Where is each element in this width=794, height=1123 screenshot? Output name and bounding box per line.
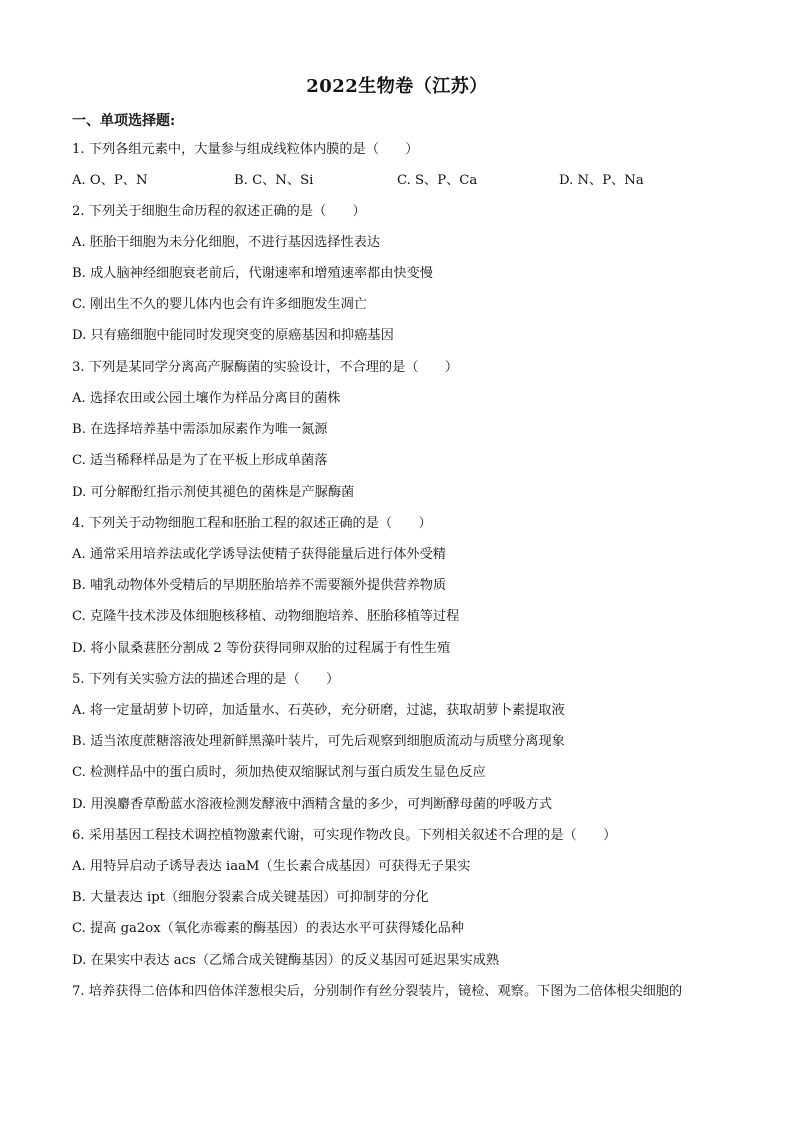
section-heading: 一、单项选择题: xyxy=(72,113,176,129)
q1-option-d: D. N、P、Na xyxy=(559,173,644,188)
question-7-stem: 7. 培养获得二倍体和四倍体洋葱根尖后，分别制作有丝分裂装片，镜检、观察。下图为二倍体根尖细胞的 xyxy=(72,984,683,999)
q2-option-d: D. 只有癌细胞中能同时发现突变的原癌基因和抑癌基因 xyxy=(72,328,394,343)
q5-option-a: A. 将一定量胡萝卜切碎，加适量水、石英砂，充分研磨，过滤，获取胡萝卜素提取液 xyxy=(72,703,565,718)
q1-option-b: B. C、N、Si xyxy=(234,173,314,188)
q5-option-d: D. 用溴麝香草酚蓝水溶液检测发酵液中酒精含量的多少，可判断酵母菌的呼吸方式 xyxy=(72,797,553,812)
question-2-stem: 2. 下列关于细胞生命历程的叙述正确的是（ ） xyxy=(72,204,366,219)
q4-option-c: C. 克隆牛技术涉及体细胞核移植、动物细胞培养、胚胎移植等过程 xyxy=(72,609,460,624)
page-title: 2022生物卷（江苏） xyxy=(306,76,488,97)
q4-option-b: B. 哺乳动物体外受精后的早期胚胎培养不需要额外提供营养物质 xyxy=(72,578,447,593)
q1-option-c: C. S、P、Ca xyxy=(397,173,478,188)
q4-option-a: A. 通常采用培养法或化学诱导法使精子获得能量后进行体外受精 xyxy=(72,547,446,562)
q6-option-d: D. 在果实中表达 acs（乙烯合成关键酶基因）的反义基因可延迟果实成熟 xyxy=(72,953,500,968)
q3-option-a: A. 选择农田或公园土壤作为样品分离目的菌株 xyxy=(72,391,341,406)
q6-option-b: B. 大量表达 ipt（细胞分裂素合成关键基因）可抑制芽的分化 xyxy=(72,890,429,905)
question-3-stem: 3. 下列是某同学分离高产脲酶菌的实验设计，不合理的是（ ） xyxy=(72,360,459,375)
q3-option-b: B. 在选择培养基中需添加尿素作为唯一氮源 xyxy=(72,422,328,437)
question-4-stem: 4. 下列关于动物细胞工程和胚胎工程的叙述正确的是（ ） xyxy=(72,516,432,531)
q6-option-c: C. 提高 ga2ox（氧化赤霉素的酶基因）的表达水平可获得矮化品种 xyxy=(72,921,464,936)
q4-option-d: D. 将小鼠桑葚胚分割成 2 等份获得同卵双胎的过程属于有性生殖 xyxy=(72,641,451,656)
question-6-stem: 6. 采用基因工程技术调控植物激素代谢，可实现作物改良。下列相关叙述不合理的是（ ） xyxy=(72,828,617,843)
q3-option-d: D. 可分解酚红指示剂使其褪色的菌株是产脲酶菌 xyxy=(72,485,355,500)
q2-option-c: C. 刚出生不久的婴儿体内也会有许多细胞发生凋亡 xyxy=(72,297,367,312)
q1-option-a: A. O、P、N xyxy=(72,173,148,188)
q6-option-a: A. 用特异启动子诱导表达 iaaM（生长素合成基因）可获得无子果实 xyxy=(72,859,471,874)
q5-option-b: B. 适当浓度蔗糖溶液处理新鲜黑藻叶装片，可先后观察到细胞质流动与质壁分离现象 xyxy=(72,734,565,749)
q5-option-c: C. 检测样品中的蛋白质时，须加热使双缩脲试剂与蛋白质发生显色反应 xyxy=(72,765,486,780)
q2-option-a: A. 胚胎干细胞为未分化细胞，不进行基因选择性表达 xyxy=(72,235,381,250)
question-1-stem: 1. 下列各组元素中，大量参与组成线粒体内膜的是（ ） xyxy=(72,142,419,157)
question-5-stem: 5. 下列有关实验方法的描述合理的是（ ） xyxy=(72,672,340,687)
q2-option-b: B. 成人脑神经细胞衰老前后，代谢速率和增殖速率都由快变慢 xyxy=(72,266,433,281)
q3-option-c: C. 适当稀释样品是为了在平板上形成单菌落 xyxy=(72,453,328,468)
question-1-options xyxy=(72,172,732,190)
